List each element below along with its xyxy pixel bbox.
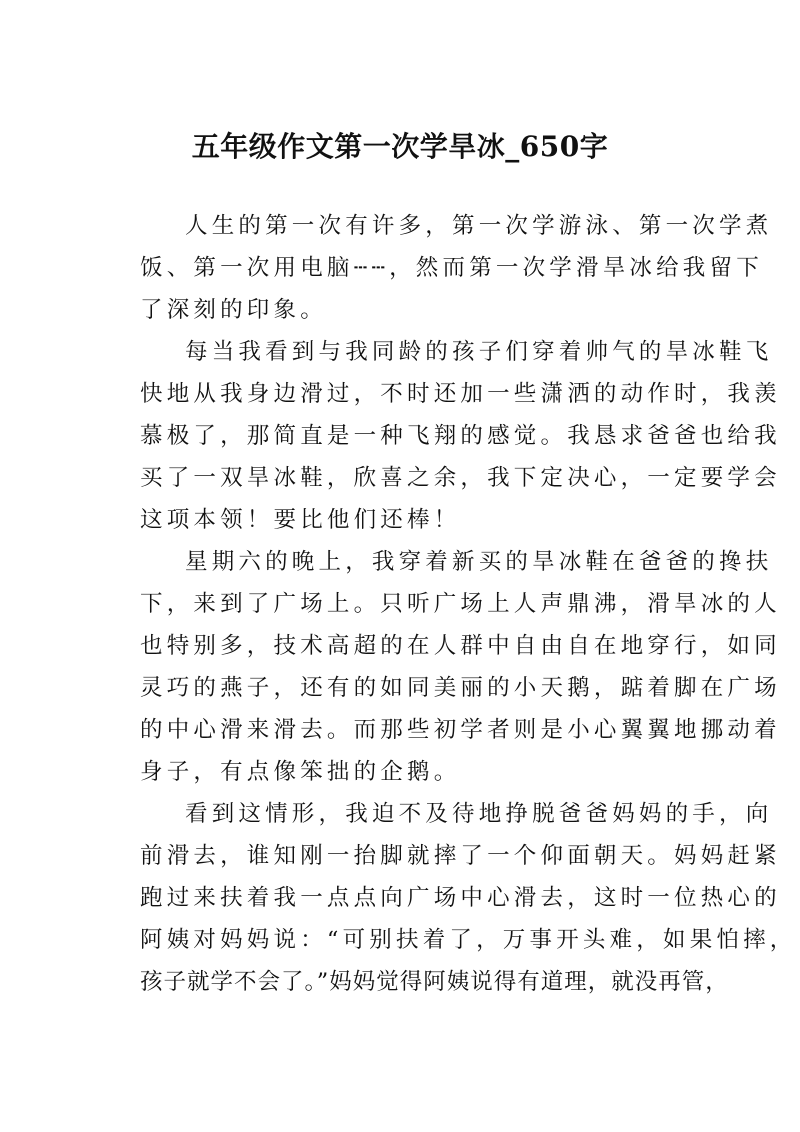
paragraph-2	[140, 331, 781, 541]
paragraph-3	[140, 541, 781, 793]
paragraph-line: 的中心滑来滑去。而那些初学者则是小心翼翼地挪动着	[140, 717, 781, 743]
paragraph-1	[140, 205, 773, 331]
paragraph-line: 身子，有点像笨拙的企鹅。	[140, 759, 461, 785]
paragraph-line: 下，来到了广场上。只听广场上人声鼎沸，滑旱冰的人	[140, 591, 781, 617]
paragraph-line: 看到这情形，我迫不及待地挣脱爸爸妈妈的手，向	[185, 801, 773, 827]
essay-body	[140, 205, 797, 1003]
paragraph-line: 快地从我身边滑过，不时还加一些潇洒的动作时，我羡	[140, 381, 781, 407]
paragraph-line: 星期六的晚上，我穿着新买的旱冰鞋在爸爸的搀扶	[185, 549, 773, 575]
paragraph-4	[140, 793, 797, 1003]
paragraph-line: 跑过来扶着我一点点向广场中心滑去，这时一位热心的	[140, 885, 781, 911]
paragraph-line: 了深刻的印象。	[140, 297, 327, 323]
paragraph-line: 前滑去，谁知刚一抬脚就摔了一个仰面朝天。妈妈赶紧	[140, 843, 781, 869]
paragraph-line: 灵巧的燕子，还有的如同美丽的小天鹅，踮着脚在广场	[140, 675, 781, 701]
paragraph-line: 人生的第一次有许多，第一次学游泳、第一次学煮	[185, 213, 773, 239]
paragraph-line: 阿姨对妈妈说：“可别扶着了，万事开头难，如果怕摔，	[140, 927, 797, 953]
paragraph-line: 每当我看到与我同龄的孩子们穿着帅气的旱冰鞋飞	[185, 339, 773, 365]
paragraph-line: 也特别多，技术高超的在人群中自由自在地穿行，如同	[140, 633, 781, 659]
paragraph-line: 这项本领！要比他们还棒！	[140, 507, 461, 533]
paragraph-line: 饭、第一次用电脑┄┄，然而第一次学滑旱冰给我留下	[140, 255, 763, 281]
document-title: 五年级作文第一次学旱冰_650字	[191, 129, 609, 163]
paragraph-line: 买了一双旱冰鞋，欣喜之余，我下定决心，一定要学会	[140, 465, 781, 491]
paragraph-line: 孩子就学不会了。”妈妈觉得阿姨说得有道理，就没再管，	[140, 969, 729, 995]
paragraph-line: 慕极了，那简直是一种飞翔的感觉。我恳求爸爸也给我	[140, 423, 781, 449]
